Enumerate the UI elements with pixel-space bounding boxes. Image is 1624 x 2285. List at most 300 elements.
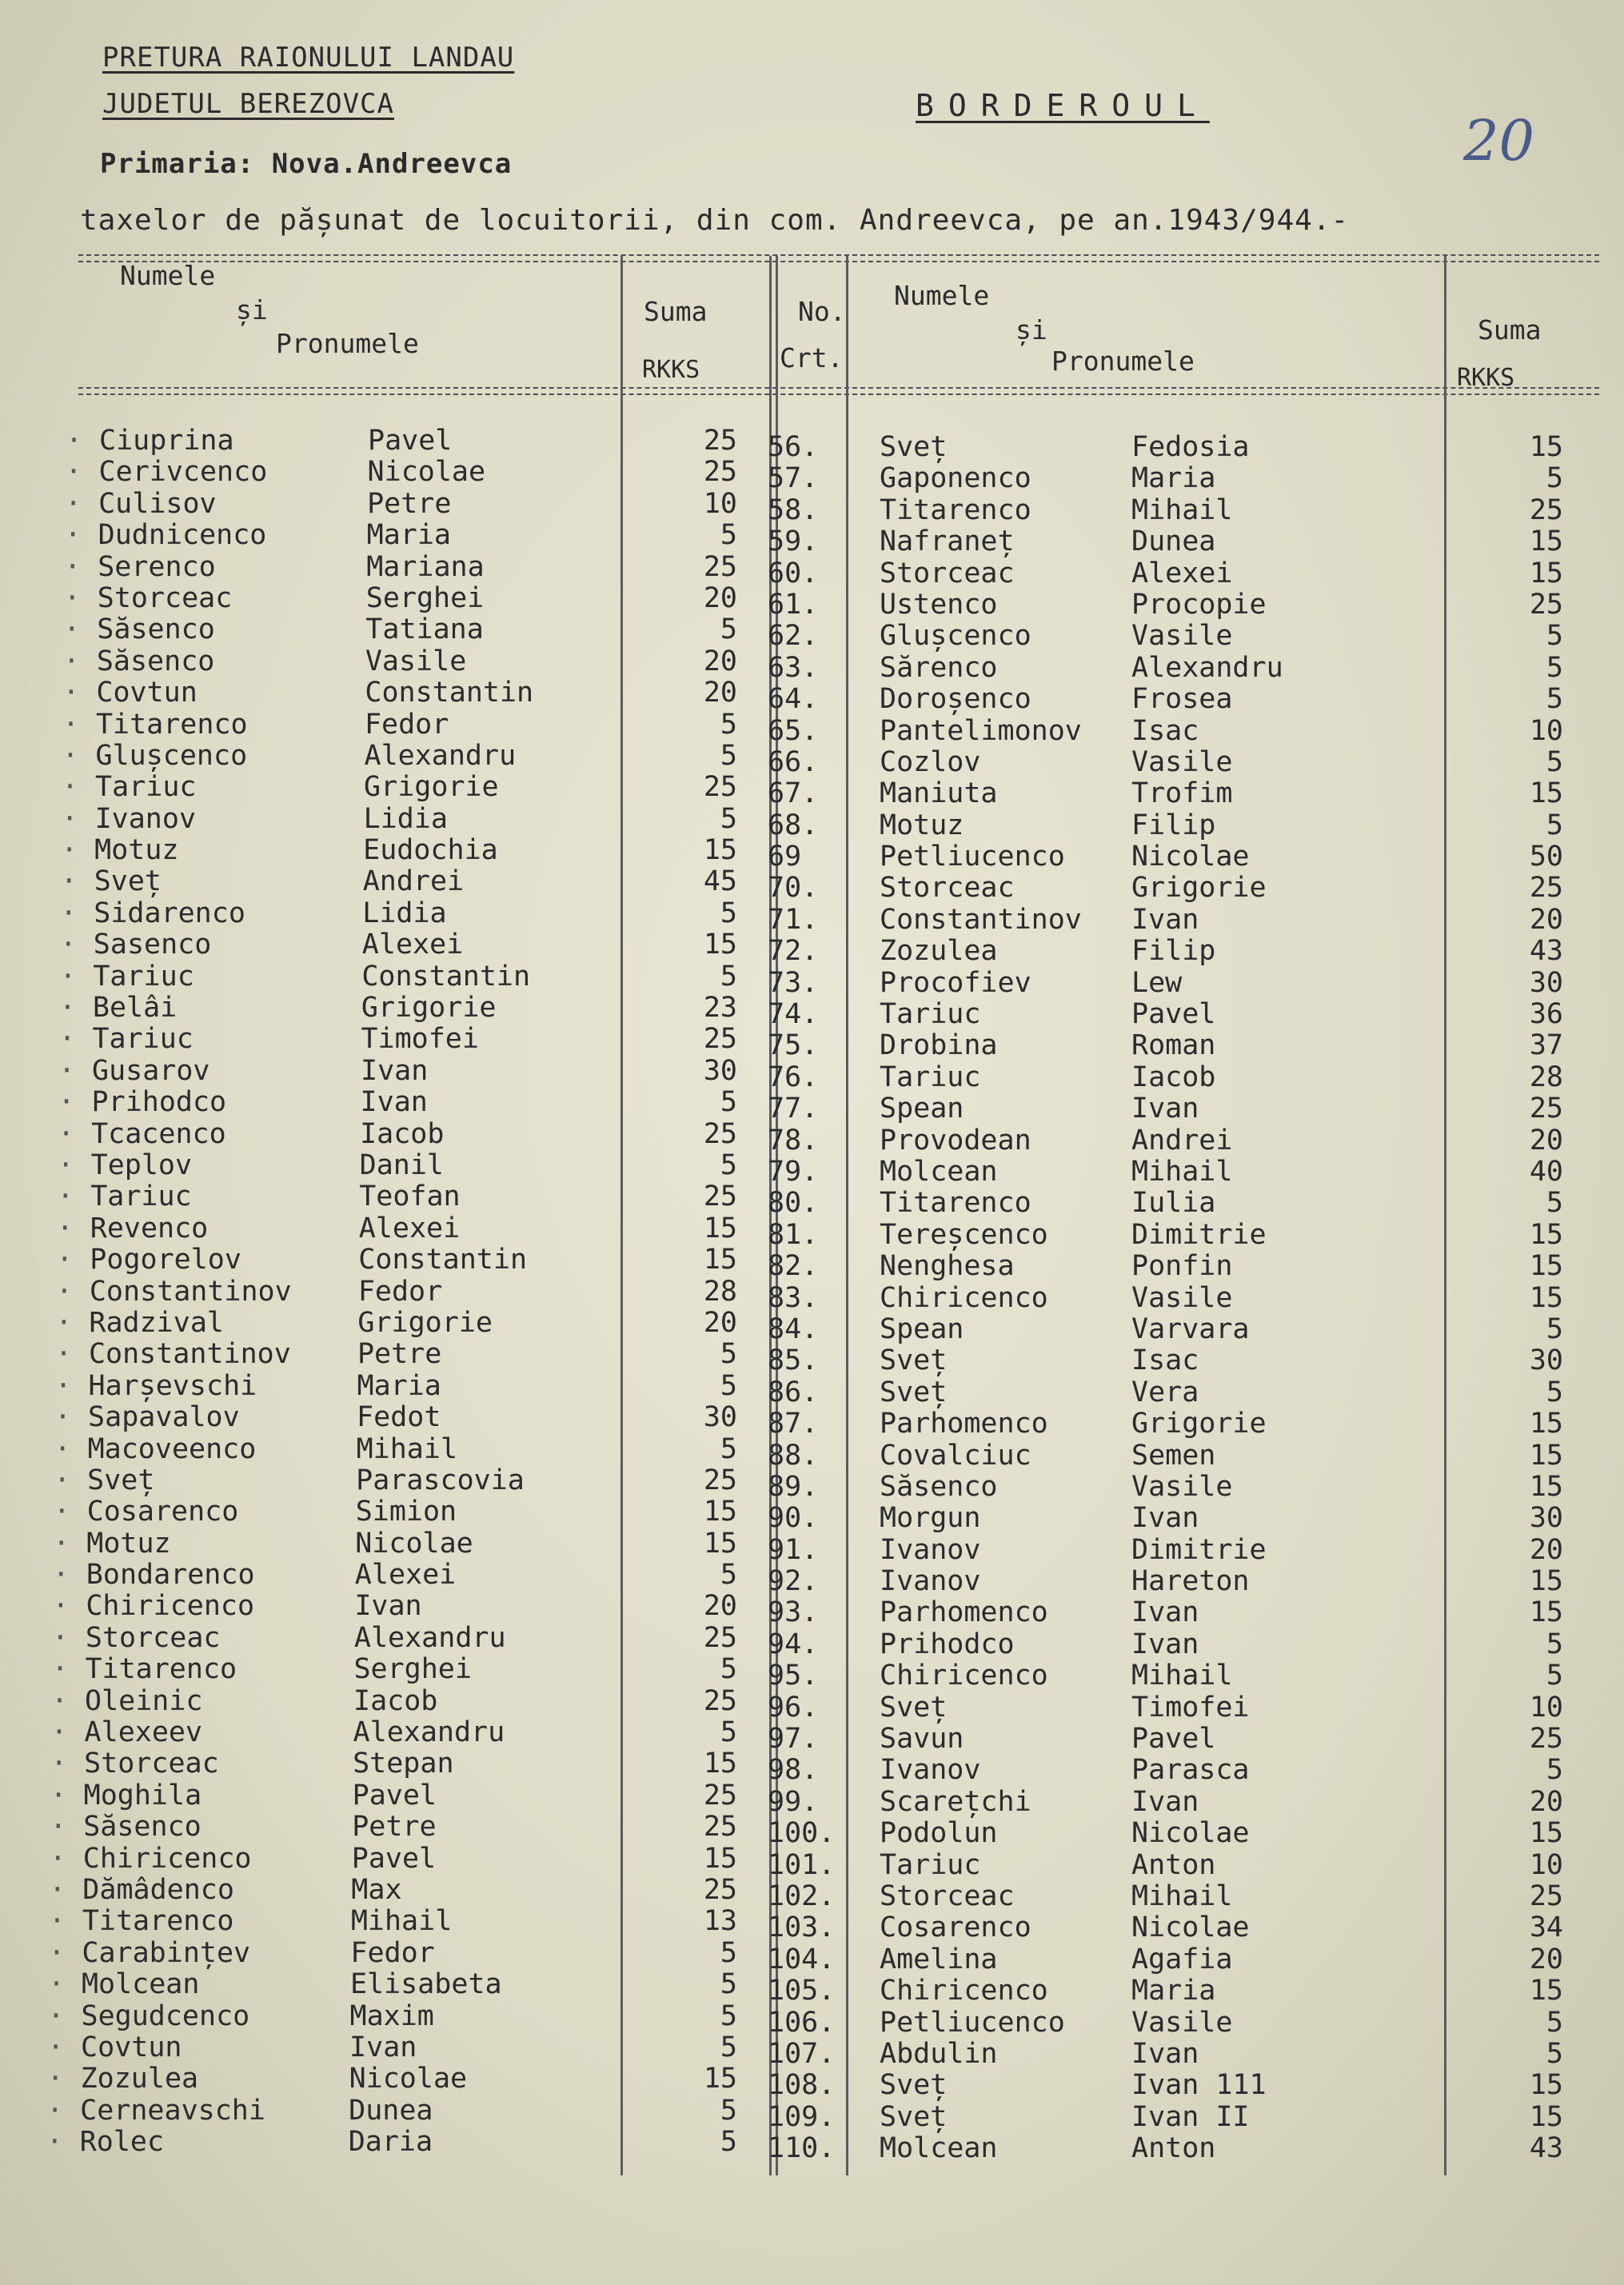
table-row	[0, 1465, 784, 1496]
row-bullet: ·	[58, 992, 76, 1025]
row-number: 76.	[768, 1061, 819, 1093]
first-name: Pavel	[368, 425, 453, 457]
first-name: Elisabeta	[349, 1968, 502, 2001]
sum-amount: 5	[1546, 2037, 1563, 2070]
first-name: Iacob	[1131, 1061, 1216, 1093]
row-bullet: ·	[49, 1873, 66, 1906]
first-name: Alexandru	[353, 1716, 505, 1749]
sum-amount: 15	[1529, 1439, 1563, 1472]
table-row	[0, 1087, 784, 1118]
sum-amount: 5	[720, 519, 737, 552]
table-row	[0, 1844, 784, 1875]
row-number: 103.	[768, 1911, 836, 1944]
first-name: Alexei	[1131, 557, 1233, 589]
table-row	[768, 2102, 1615, 2133]
row-bullet: ·	[54, 1464, 71, 1496]
sum-amount: 15	[1529, 1408, 1563, 1440]
table-row	[0, 1812, 784, 1843]
first-name: Petre	[352, 1811, 437, 1844]
table-row	[0, 2063, 784, 2095]
first-name: Ivan	[1131, 1596, 1199, 1629]
sum-amount: 50	[1529, 841, 1563, 873]
table-row	[0, 1528, 784, 1560]
row-number: 94.	[768, 1628, 819, 1660]
sum-amount: 15	[1529, 557, 1563, 589]
last-name: Oleinic	[85, 1684, 203, 1717]
first-name: Isac	[1131, 1344, 1199, 1377]
first-name: Ivan	[1131, 903, 1199, 936]
last-name: Tcacenco	[91, 1117, 226, 1150]
sum-amount: 5	[720, 802, 737, 835]
row-bullet: ·	[50, 1716, 68, 1749]
row-bullet: ·	[65, 456, 82, 489]
last-name: Chiricenco	[880, 1975, 1048, 2007]
sum-amount: 25	[703, 1023, 737, 1056]
sum-amount: 5	[720, 1716, 737, 1749]
last-name: Sveț	[880, 1691, 948, 1724]
row-bullet: ·	[65, 487, 82, 520]
last-name: Culisov	[98, 487, 217, 520]
county-heading: JUDETUL BEREZOVCA	[102, 88, 394, 120]
first-name: Filip	[1131, 809, 1216, 841]
table-row	[0, 1339, 784, 1370]
last-name: Covtun	[96, 677, 198, 709]
sum-amount: 25	[1529, 493, 1563, 526]
last-name: Tariuc	[93, 960, 194, 993]
last-name: Storceac	[880, 1880, 1015, 1912]
table-row	[0, 1371, 784, 1402]
last-name: Constantinov	[88, 1338, 291, 1371]
last-name: Pogorelov	[90, 1244, 241, 1276]
row-bullet: ·	[46, 2126, 63, 2159]
sum-amount: 5	[720, 2094, 737, 2127]
table-top-rule	[78, 254, 1599, 256]
row-number: 56.	[768, 431, 819, 463]
first-name: Mariana	[366, 550, 485, 583]
sum-amount: 15	[703, 834, 737, 867]
last-name: Maniuta	[880, 777, 998, 810]
sum-amount: 43	[1529, 935, 1563, 968]
row-number: 77.	[768, 1093, 819, 1125]
row-bullet: ·	[54, 1401, 72, 1434]
row-bullet: ·	[62, 739, 79, 772]
last-name: Dămâdenco	[82, 1873, 234, 1906]
last-name: Covalciuc	[880, 1439, 1031, 1472]
first-name: Stepan	[353, 1748, 454, 1780]
table-row	[0, 1213, 784, 1244]
last-name: Cerneavschi	[80, 2094, 265, 2127]
last-name: Motuz	[86, 1527, 171, 1560]
sum-amount: 25	[1529, 1093, 1563, 1125]
first-name: Constantin	[358, 1244, 528, 1276]
row-number: 89.	[768, 1470, 819, 1503]
last-name: Pantelimonov	[880, 714, 1082, 747]
first-name: Mihail	[1131, 1660, 1233, 1692]
sum-amount: 36	[1529, 998, 1563, 1031]
row-bullet: ·	[53, 1527, 70, 1560]
sum-amount: 20	[703, 677, 737, 709]
last-name: Prihodco	[91, 1086, 227, 1119]
last-name: Macoveenco	[87, 1432, 257, 1465]
table-row	[0, 1591, 784, 1622]
sum-amount: 15	[703, 1244, 737, 1276]
row-bullet: ·	[55, 1306, 73, 1339]
row-number: 85.	[768, 1344, 819, 1377]
last-name: Tariuc	[880, 1061, 981, 1093]
last-name: Dudnicenco	[98, 519, 267, 552]
first-name: Alexei	[354, 1559, 457, 1592]
table-row	[768, 1251, 1615, 1282]
table-row	[768, 1944, 1615, 1975]
first-name: Petre	[357, 1338, 442, 1371]
first-name: Grigorie	[1131, 1408, 1267, 1440]
row-number: 104.	[768, 1943, 836, 1975]
row-number: 66.	[768, 745, 819, 778]
last-name: Sveț	[880, 2100, 948, 2133]
row-number: 83.	[768, 1281, 819, 1314]
first-name: Iulia	[1131, 1187, 1216, 1220]
sum-amount: 5	[720, 1338, 737, 1371]
first-name: Constantin	[365, 677, 534, 709]
first-name: Alexandru	[364, 739, 517, 772]
last-name: Amelina	[880, 1943, 998, 1975]
sum-amount: 15	[703, 1842, 737, 1875]
last-name: Nenghesa	[880, 1250, 1015, 1283]
last-name: Glușcenco	[95, 739, 248, 772]
last-name: Parhomenco	[880, 1408, 1048, 1440]
first-name: Nicolae	[367, 456, 486, 489]
sum-amount: 5	[1546, 1376, 1563, 1408]
first-name: Pavel	[352, 1779, 437, 1812]
last-name: Titarenco	[82, 1905, 234, 1938]
first-name: Ivan	[349, 2031, 417, 2063]
last-name: Tariuc	[92, 1023, 194, 1056]
row-bullet: ·	[61, 834, 78, 867]
first-name: Andrei	[362, 865, 465, 898]
sum-amount: 5	[1546, 809, 1563, 841]
sum-amount: 45	[703, 865, 737, 898]
sum-amount: 25	[703, 1779, 737, 1812]
row-number: 78.	[768, 1124, 819, 1156]
last-name: Zozulea	[80, 2063, 199, 2095]
last-name: Radzival	[89, 1306, 224, 1339]
last-name: Motuz	[880, 809, 964, 841]
sum-amount: 15	[1529, 1470, 1563, 1503]
last-name: Motuz	[94, 834, 179, 867]
row-bullet: ·	[55, 1275, 73, 1308]
sum-amount: 10	[703, 487, 737, 520]
row-number: 59.	[768, 525, 819, 558]
table-row	[0, 1244, 784, 1276]
last-name: Ivanov	[880, 1754, 981, 1787]
sum-amount: 5	[720, 1936, 737, 1969]
first-name: Agafia	[1131, 1943, 1233, 1975]
table-row	[768, 1755, 1615, 1786]
row-number: 71.	[768, 903, 819, 936]
row-bullet: ·	[58, 1117, 75, 1150]
sum-amount: 15	[1529, 2069, 1563, 2102]
last-name: Săsenco	[96, 645, 215, 677]
table-row	[768, 905, 1615, 936]
row-number: 72.	[768, 935, 819, 968]
first-name: Grigorie	[361, 992, 497, 1025]
table-row	[0, 1119, 784, 1150]
table-row	[0, 1654, 784, 1685]
row-number: 109.	[768, 2100, 836, 2133]
first-name: Ponfin	[1131, 1250, 1233, 1283]
first-name: Mihail	[1131, 493, 1233, 526]
row-bullet: ·	[46, 2094, 64, 2127]
row-number: 101.	[768, 1848, 836, 1881]
first-name: Maxim	[349, 1999, 434, 2032]
first-name: Parascovia	[356, 1464, 525, 1496]
table-row	[0, 993, 784, 1024]
last-name: Rolec	[79, 2126, 165, 2159]
last-name: Cosarenco	[880, 1911, 1031, 1944]
sum-amount: 20	[703, 645, 737, 677]
table-row	[768, 558, 1615, 589]
table-row	[768, 1724, 1615, 1755]
row-number: 67.	[768, 777, 819, 810]
row-bullet: ·	[54, 1338, 73, 1371]
sum-amount: 40	[1529, 1155, 1563, 1188]
last-name: Covtun	[81, 2031, 182, 2063]
first-name: Pavel	[351, 1842, 437, 1875]
sum-amount: 15	[1529, 431, 1563, 463]
first-name: Nicolae	[1131, 1817, 1250, 1850]
first-name: Daria	[348, 2126, 433, 2159]
row-bullet: ·	[66, 425, 83, 457]
last-name: Storceac	[880, 872, 1015, 905]
row-bullet: ·	[53, 1496, 70, 1528]
row-number: 86.	[768, 1376, 819, 1408]
last-name: Scarețchi	[880, 1785, 1031, 1818]
first-name: Vasile	[365, 645, 467, 677]
first-name: Vera	[1131, 1376, 1199, 1408]
last-name: Ustenco	[880, 588, 998, 621]
first-name: Nicolae	[355, 1527, 473, 1560]
first-name: Pavel	[1131, 1723, 1216, 1756]
sum-amount: 37	[1529, 1029, 1563, 1062]
table-row	[768, 1850, 1615, 1881]
sum-amount: 5	[1546, 1754, 1563, 1787]
sum-amount: 15	[703, 1748, 737, 1780]
last-name: Chiricenco	[880, 1281, 1048, 1314]
sum-amount: 5	[1546, 1660, 1563, 1692]
right-list	[768, 432, 1615, 2164]
sum-amount: 5	[720, 897, 737, 929]
table-row	[768, 778, 1615, 809]
last-name: Teplov	[90, 1148, 193, 1181]
first-name: Ivan 111	[1131, 2069, 1267, 2102]
last-name: Gaponenco	[880, 462, 1031, 495]
header-bottom-rule-2	[78, 393, 1599, 395]
last-name: Constantinov	[880, 903, 1082, 936]
table-row	[768, 1818, 1615, 1849]
row-number: 70.	[768, 872, 819, 905]
first-name: Timofei	[361, 1023, 479, 1056]
sum-amount: 5	[720, 1148, 737, 1181]
table-row	[768, 1377, 1615, 1408]
sum-amount: 15	[1529, 1218, 1563, 1251]
header-bottom-rule	[78, 387, 1599, 389]
first-name: Ivan	[1131, 1785, 1199, 1818]
table-row	[768, 1660, 1615, 1692]
sum-amount: 15	[703, 1496, 737, 1528]
table-row	[0, 1748, 784, 1780]
table-row	[0, 1969, 784, 2000]
row-number: 74.	[768, 998, 819, 1031]
first-name: Procopie	[1131, 588, 1267, 621]
table-row	[768, 1062, 1615, 1093]
sum-amount: 25	[703, 771, 737, 804]
first-name: Grigorie	[364, 771, 499, 804]
last-name: Chiricenco	[86, 1590, 255, 1623]
sum-amount: 23	[703, 992, 737, 1025]
sum-amount: 25	[703, 1873, 737, 1906]
sum-amount: 15	[1529, 1975, 1563, 2007]
table-row	[768, 1912, 1615, 1943]
last-name: Tariuc	[95, 771, 197, 804]
first-name: Nicolae	[349, 2063, 468, 2095]
table-row	[0, 457, 784, 488]
first-name: Pavel	[1131, 998, 1216, 1031]
table-row	[768, 1440, 1615, 1472]
first-name: Lidia	[363, 802, 448, 835]
table-row	[0, 741, 784, 772]
last-name: Ivanov	[880, 1533, 981, 1566]
row-bullet: ·	[47, 1999, 65, 2032]
first-name: Constantin	[361, 960, 531, 993]
row-bullet: ·	[57, 1180, 74, 1213]
sum-amount: 43	[1529, 2132, 1563, 2165]
row-number: 90.	[768, 1502, 819, 1535]
last-name: Molcean	[880, 1155, 998, 1188]
table-row	[0, 1560, 784, 1591]
table-row	[0, 2032, 784, 2063]
last-name: Chiricenco	[82, 1842, 252, 1875]
sum-amount: 25	[1529, 1723, 1563, 1756]
sum-amount: 10	[1529, 1691, 1563, 1724]
last-name: Cerivcenco	[98, 456, 268, 489]
last-name: Sveț	[880, 1376, 948, 1408]
table-row	[768, 1597, 1615, 1628]
row-bullet: ·	[59, 960, 77, 993]
last-name: Titarenco	[85, 1653, 237, 1686]
table-row	[768, 716, 1615, 747]
last-name: Sveț	[880, 431, 948, 463]
row-number: 100.	[768, 1817, 836, 1850]
row-number: 58.	[768, 493, 819, 526]
first-name: Alexei	[361, 929, 464, 961]
row-bullet: ·	[52, 1559, 70, 1592]
first-name: Nicolae	[1131, 841, 1250, 873]
first-name: Dunea	[1131, 525, 1216, 558]
last-name: Constantinov	[89, 1275, 292, 1308]
sum-amount: 5	[1546, 745, 1563, 778]
right-name-header-3: Pronumele	[1051, 346, 1195, 377]
row-number: 80.	[768, 1187, 819, 1220]
first-name: Anton	[1131, 2132, 1216, 2165]
table-row	[0, 929, 784, 961]
last-name: Sveț	[94, 865, 162, 898]
row-bullet: ·	[50, 1811, 67, 1844]
first-name: Danil	[359, 1148, 444, 1181]
last-name: Bondarenco	[86, 1559, 255, 1592]
table-row	[768, 2070, 1615, 2101]
first-name: Dimitrie	[1131, 1218, 1267, 1251]
table-row	[0, 1024, 784, 1055]
document-subtitle: taxelor de pășunat de locuitorii, din com. Andreevca, pe an.1943/944.-	[80, 204, 1350, 237]
last-name: Molcean	[81, 1968, 200, 2001]
last-name: Doroșenco	[880, 683, 1031, 716]
last-name: Morgun	[880, 1502, 981, 1535]
last-name: Spean	[880, 1312, 964, 1345]
table-row	[0, 1717, 784, 1748]
last-name: Molcean	[880, 2132, 998, 2165]
first-name: Ivan	[361, 1054, 429, 1087]
sum-amount: 15	[703, 1527, 737, 1560]
table-row	[0, 1906, 784, 1937]
first-name: Fedor	[350, 1936, 435, 1969]
table-row	[0, 520, 784, 551]
table-row	[768, 1629, 1615, 1660]
last-name: Storceac	[84, 1748, 219, 1780]
first-name: Filip	[1131, 935, 1216, 968]
row-number: 91.	[768, 1533, 819, 1566]
first-name: Grigorie	[1131, 872, 1267, 905]
sum-amount: 20	[1529, 1943, 1563, 1975]
sum-amount: 20	[703, 1590, 737, 1623]
table-row	[768, 747, 1615, 778]
sum-amount: 5	[1546, 1187, 1563, 1220]
table-row	[768, 1787, 1615, 1818]
sum-amount: 25	[703, 425, 737, 457]
row-number: 61.	[768, 588, 819, 621]
table-row	[0, 709, 784, 741]
last-name: Titarenco	[880, 493, 1031, 526]
table-row	[768, 1975, 1615, 2007]
first-name: Serghei	[353, 1653, 472, 1686]
sum-amount: 5	[720, 613, 737, 646]
table-row	[0, 898, 784, 929]
table-row	[0, 1623, 784, 1654]
row-bullet: ·	[47, 1968, 66, 2001]
table-row	[768, 1093, 1615, 1125]
row-number: 79.	[768, 1155, 819, 1188]
sum-amount: 13	[703, 1905, 737, 1938]
first-name: Fedosia	[1131, 431, 1250, 463]
row-number: 108.	[768, 2069, 836, 2102]
last-name: Prihodco	[880, 1628, 1015, 1660]
sum-amount: 15	[1529, 1250, 1563, 1283]
table-row	[768, 968, 1615, 999]
first-name: Roman	[1131, 1029, 1216, 1062]
first-name: Iacob	[353, 1684, 438, 1717]
table-row	[768, 1881, 1615, 1912]
row-number: 63.	[768, 651, 819, 684]
row-number: 68.	[768, 809, 819, 841]
first-name: Simion	[355, 1496, 457, 1528]
row-bullet: ·	[62, 771, 79, 804]
first-name: Ivan	[1131, 1502, 1199, 1535]
table-row	[0, 1150, 784, 1181]
sum-amount: 5	[1546, 1312, 1563, 1345]
table-row	[0, 1402, 784, 1433]
sum-amount: 20	[1529, 1533, 1563, 1566]
sum-amount: 20	[1529, 903, 1563, 936]
last-name: Storceac	[85, 1621, 221, 1654]
